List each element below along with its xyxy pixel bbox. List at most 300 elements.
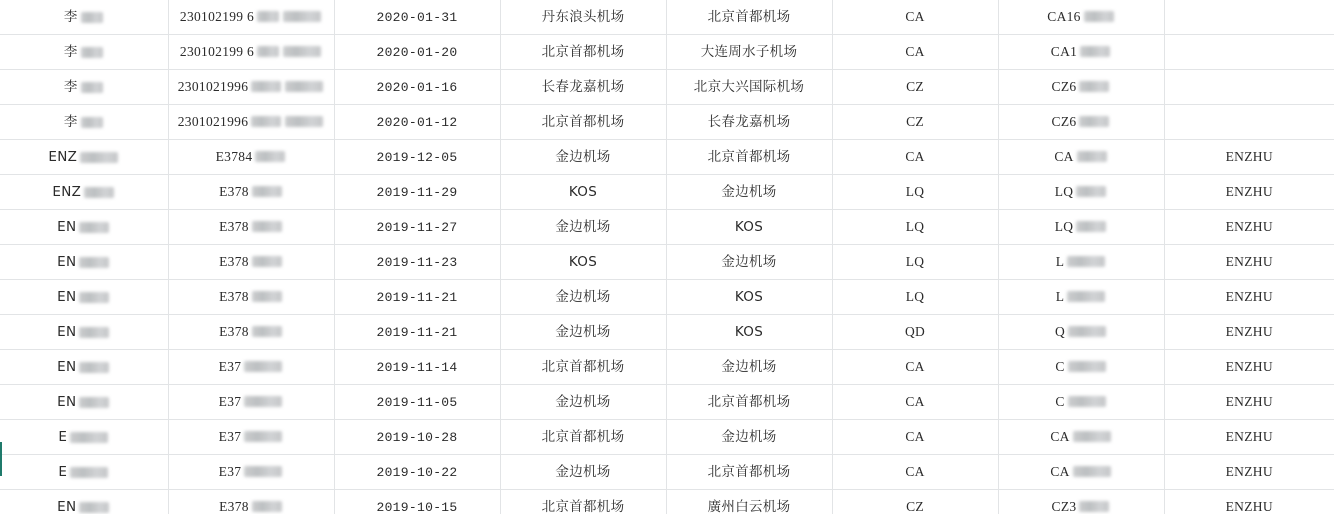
cell-tag — [1164, 385, 1334, 420]
cell-name — [0, 455, 168, 490]
cell-id-inner — [219, 290, 283, 304]
cell-id-inner — [219, 395, 284, 409]
table-row[interactable] — [0, 0, 1334, 35]
table-row[interactable] — [0, 70, 1334, 105]
cell-airline — [832, 315, 998, 350]
redaction-block — [79, 292, 109, 303]
cell-departure — [500, 490, 666, 514]
cell-flight-text: CA16 — [1047, 9, 1081, 24]
table-row[interactable] — [0, 210, 1334, 245]
cell-departure-inner — [542, 46, 625, 60]
redaction-block — [252, 326, 282, 337]
cell-flight — [998, 280, 1164, 315]
cell-id — [168, 70, 334, 105]
cell-date — [334, 245, 500, 280]
table-row[interactable] — [0, 315, 1334, 350]
cell-name-text: ENZ — [48, 149, 78, 165]
cell-name — [0, 315, 168, 350]
cell-departure-text: 金边机场 — [555, 324, 611, 340]
cell-airline-inner — [906, 115, 924, 129]
table-row[interactable] — [0, 350, 1334, 385]
redaction-block — [252, 291, 282, 302]
cell-tag-inner — [1226, 360, 1273, 374]
cell-name — [0, 35, 168, 70]
cell-name-inner — [58, 466, 109, 480]
cell-departure-text: 金边机场 — [555, 149, 611, 165]
cell-name — [0, 385, 168, 420]
cell-arrival-text: KOS — [734, 289, 764, 305]
cell-name-inner — [57, 326, 110, 340]
cell-arrival — [666, 455, 832, 490]
cell-name-inner — [48, 151, 119, 165]
cell-name-text: 李 — [63, 114, 78, 130]
redaction-block — [1068, 326, 1106, 337]
cell-flight-inner — [1052, 80, 1111, 94]
cell-departure — [500, 210, 666, 245]
cell-tag-text: ENZHU — [1225, 184, 1273, 199]
cell-flight — [998, 140, 1164, 175]
cell-date-inner — [376, 256, 457, 269]
cell-id — [168, 105, 334, 140]
cell-id-inner — [219, 325, 283, 339]
table-row[interactable] — [0, 175, 1334, 210]
cell-flight-inner — [1052, 500, 1111, 514]
cell-flight-inner — [1051, 45, 1111, 59]
table-row[interactable] — [0, 455, 1334, 490]
cell-date — [334, 280, 500, 315]
cell-id-text: E378 — [219, 184, 249, 199]
cell-departure — [500, 70, 666, 105]
table-row[interactable] — [0, 385, 1334, 420]
table-row[interactable] — [0, 280, 1334, 315]
cell-tag-inner — [1226, 185, 1273, 199]
cell-id-inner — [180, 10, 322, 24]
redaction-block — [244, 466, 282, 477]
cell-name — [0, 490, 168, 514]
cell-airline-text: LQ — [905, 254, 925, 269]
cell-flight-inner — [1047, 10, 1114, 24]
cell-departure-text: 北京首都机场 — [541, 429, 625, 445]
cell-airline-text: QD — [904, 324, 926, 339]
cell-flight-inner — [1050, 430, 1111, 444]
table-row[interactable] — [0, 105, 1334, 140]
cell-departure-inner — [555, 326, 610, 340]
cell-id-text: E378 — [219, 254, 249, 269]
cell-date-text: 2019-12-05 — [376, 150, 458, 165]
cell-arrival-inner — [735, 291, 763, 305]
cell-date-text: 2020-01-20 — [376, 45, 458, 60]
redaction-block — [1080, 46, 1110, 57]
cell-tag — [1164, 245, 1334, 280]
cell-airline-text: CA — [905, 394, 925, 409]
cell-arrival-inner — [701, 46, 798, 60]
cell-id-inner — [178, 115, 325, 129]
cell-tag-text: ENZHU — [1225, 254, 1273, 269]
cell-arrival-text: 北京首都机场 — [707, 394, 791, 410]
cell-departure-inner — [542, 501, 625, 514]
cell-name-text: EN — [57, 219, 77, 235]
cell-departure-text: 北京首都机场 — [541, 499, 625, 514]
table-row[interactable] — [0, 420, 1334, 455]
cell-flight-text: C — [1055, 394, 1065, 409]
cell-date — [334, 315, 500, 350]
cell-date — [334, 35, 500, 70]
redaction-block — [81, 47, 103, 58]
redaction-block — [70, 432, 108, 443]
redaction-block — [257, 46, 279, 57]
cell-flight — [998, 420, 1164, 455]
cell-date-text: 2019-11-29 — [376, 185, 458, 200]
cell-flight — [998, 210, 1164, 245]
redaction-block — [283, 11, 321, 22]
redaction-block — [81, 117, 103, 128]
cell-arrival-text: 北京大兴国际机场 — [693, 79, 805, 95]
cell-arrival — [666, 350, 832, 385]
cell-departure-text: 金边机场 — [555, 394, 611, 410]
cell-date-inner — [376, 151, 457, 164]
cell-id — [168, 35, 334, 70]
cell-arrival-inner — [708, 466, 791, 480]
table-row[interactable] — [0, 35, 1334, 70]
cell-date-text: 2020-01-16 — [376, 80, 458, 95]
cell-date — [334, 105, 500, 140]
cell-name-inner — [64, 11, 104, 25]
cell-departure-text: KOS — [568, 254, 598, 270]
cell-airline — [832, 245, 998, 280]
cell-name-text: E — [58, 464, 68, 480]
cell-arrival-text: 长春龙嘉机场 — [707, 114, 791, 130]
cell-flight — [998, 245, 1164, 280]
redaction-block — [1067, 291, 1105, 302]
cell-flight — [998, 105, 1164, 140]
cell-departure — [500, 175, 666, 210]
cell-airline-inner — [905, 150, 924, 164]
cell-airline-inner — [905, 430, 924, 444]
cell-departure-inner — [542, 81, 625, 95]
cell-date-inner — [376, 466, 457, 479]
cell-tag-inner — [1226, 395, 1273, 409]
redaction-block — [79, 362, 109, 373]
cell-airline-text: LQ — [905, 219, 925, 234]
cell-flight — [998, 315, 1164, 350]
cell-name-text: ENZ — [52, 184, 82, 200]
cell-arrival-text: 廣州白云机场 — [707, 499, 791, 514]
cell-arrival-inner — [721, 256, 776, 270]
cell-tag-inner — [1226, 500, 1273, 514]
cell-name — [0, 420, 168, 455]
cell-tag-inner — [1226, 325, 1273, 339]
cell-name-text: E — [58, 429, 68, 445]
cell-arrival — [666, 315, 832, 350]
cell-tag — [1164, 70, 1334, 105]
cell-name — [0, 210, 168, 245]
cell-arrival-text: 北京首都机场 — [707, 464, 791, 480]
cell-airline — [832, 490, 998, 514]
cell-date-text: 2019-11-23 — [376, 255, 458, 270]
cell-id-text: 230102199 6 — [179, 9, 255, 24]
cell-name-text: EN — [57, 324, 77, 340]
cell-airline-text: LQ — [905, 289, 925, 304]
cell-date-inner — [376, 116, 457, 129]
cell-airline — [832, 140, 998, 175]
cell-flight-text: CZ6 — [1051, 114, 1077, 129]
cell-airline-text: CA — [905, 44, 925, 59]
cell-id-inner — [178, 80, 325, 94]
redaction-block — [252, 501, 282, 512]
cell-airline-text: LQ — [905, 184, 925, 199]
cell-flight-inner — [1055, 325, 1107, 339]
cell-airline-inner — [905, 325, 925, 339]
redaction-block — [285, 81, 323, 92]
cell-departure — [500, 455, 666, 490]
cell-date-text: 2019-11-05 — [376, 395, 458, 410]
cell-id-inner — [180, 45, 322, 59]
cell-departure — [500, 0, 666, 35]
cell-flight-text: CZ6 — [1051, 79, 1077, 94]
cell-id — [168, 350, 334, 385]
cell-departure-inner — [555, 221, 610, 235]
redaction-block — [257, 11, 279, 22]
cell-date — [334, 210, 500, 245]
redaction-block — [80, 152, 118, 163]
cell-tag-text: ENZHU — [1225, 219, 1273, 234]
cell-id-text: E378 — [219, 289, 249, 304]
cell-id-text: E37 — [218, 394, 242, 409]
redaction-block — [1073, 466, 1111, 477]
cell-arrival — [666, 420, 832, 455]
cell-date-text: 2019-11-14 — [376, 360, 458, 375]
cell-name-inner — [57, 501, 110, 514]
cell-departure — [500, 350, 666, 385]
redaction-block — [79, 502, 109, 513]
cell-departure-inner — [542, 11, 625, 25]
cell-tag — [1164, 140, 1334, 175]
cell-tag-text: ENZHU — [1225, 499, 1273, 514]
cell-id-text: E37 — [218, 359, 242, 374]
cell-arrival-inner — [708, 116, 791, 130]
redaction-block — [1067, 256, 1105, 267]
cell-flight-inner — [1055, 220, 1108, 234]
cell-airline-inner — [905, 45, 924, 59]
cell-airline — [832, 175, 998, 210]
cell-airline-inner — [906, 185, 925, 199]
cell-name-inner — [52, 186, 115, 200]
cell-id-inner — [216, 150, 287, 164]
cell-name-inner — [64, 46, 104, 60]
cell-flight — [998, 385, 1164, 420]
redaction-block — [81, 12, 103, 23]
cell-airline — [832, 455, 998, 490]
cell-date — [334, 385, 500, 420]
cell-date-inner — [376, 221, 457, 234]
cell-id — [168, 315, 334, 350]
cell-departure-text: 北京首都机场 — [541, 114, 625, 130]
redaction-block — [1077, 151, 1107, 162]
cell-flight — [998, 175, 1164, 210]
redaction-block — [1084, 11, 1114, 22]
cell-airline — [832, 0, 998, 35]
cell-flight — [998, 350, 1164, 385]
cell-date — [334, 0, 500, 35]
cell-name-text: EN — [57, 499, 77, 514]
cell-name — [0, 70, 168, 105]
redaction-block — [84, 187, 114, 198]
table-row[interactable] — [0, 245, 1334, 280]
redaction-block — [244, 361, 282, 372]
redaction-block — [1079, 116, 1109, 127]
table-row[interactable] — [0, 140, 1334, 175]
cell-departure-inner — [542, 361, 625, 375]
cell-departure-inner — [542, 116, 625, 130]
cell-date-text: 2019-10-28 — [376, 430, 458, 445]
cell-tag-inner — [1226, 255, 1273, 269]
cell-date — [334, 455, 500, 490]
cell-date — [334, 175, 500, 210]
cell-id — [168, 140, 334, 175]
cell-date-inner — [376, 361, 457, 374]
redaction-block — [255, 151, 285, 162]
cell-tag — [1164, 35, 1334, 70]
cell-departure-text: 金边机场 — [555, 464, 611, 480]
cell-flight-inner — [1055, 185, 1108, 199]
cell-departure-inner — [555, 151, 610, 165]
cell-tag-text: ENZHU — [1225, 324, 1273, 339]
cell-airline — [832, 280, 998, 315]
cell-name-text: EN — [57, 289, 77, 305]
cell-flight-inner — [1055, 360, 1106, 374]
cell-id — [168, 490, 334, 514]
cell-tag — [1164, 210, 1334, 245]
cell-tag-text: ENZHU — [1225, 149, 1273, 164]
cell-tag-inner — [1226, 465, 1273, 479]
cell-arrival-inner — [721, 186, 776, 200]
cell-name-inner — [64, 81, 104, 95]
cell-airline-inner — [906, 80, 924, 94]
cell-id-text: E378 — [219, 324, 249, 339]
cell-airline-inner — [905, 360, 924, 374]
cell-date-text: 2019-10-22 — [376, 465, 458, 480]
cell-date-inner — [376, 186, 457, 199]
cell-arrival-text: 金边机场 — [721, 254, 777, 270]
cell-flight-inner — [1056, 255, 1107, 269]
cell-airline-inner — [905, 395, 924, 409]
redaction-block — [251, 116, 281, 127]
cell-name-text: 李 — [63, 79, 78, 95]
cell-flight-text: Q — [1054, 324, 1066, 339]
cell-airline-inner — [906, 220, 925, 234]
cell-name — [0, 0, 168, 35]
cell-name-text: EN — [57, 254, 77, 270]
cell-arrival-text: 北京首都机场 — [707, 149, 791, 165]
cell-date — [334, 350, 500, 385]
cell-departure-inner — [542, 431, 625, 445]
cell-flight-text: CA — [1050, 429, 1070, 444]
cell-flight — [998, 70, 1164, 105]
cell-flight — [998, 490, 1164, 514]
cell-date — [334, 140, 500, 175]
cell-id — [168, 455, 334, 490]
cell-airline — [832, 420, 998, 455]
cell-arrival-inner — [735, 326, 763, 340]
cell-arrival-text: 金边机场 — [721, 184, 777, 200]
redaction-block — [283, 46, 321, 57]
cell-name — [0, 175, 168, 210]
cell-airline — [832, 105, 998, 140]
cell-departure — [500, 385, 666, 420]
cell-name — [0, 350, 168, 385]
cell-date-inner — [376, 396, 457, 409]
cell-tag-inner — [1226, 430, 1273, 444]
redaction-block — [81, 82, 103, 93]
cell-date-text: 2020-01-31 — [376, 10, 458, 25]
redaction-block — [1076, 186, 1106, 197]
cell-tag — [1164, 0, 1334, 35]
cell-flight-text: L — [1055, 254, 1065, 269]
cell-arrival — [666, 245, 832, 280]
cell-flight — [998, 35, 1164, 70]
redaction-block — [1079, 81, 1109, 92]
cell-date — [334, 420, 500, 455]
cell-name-text: 李 — [63, 44, 78, 60]
cell-arrival-inner — [735, 221, 763, 235]
cell-arrival-text: KOS — [734, 219, 764, 235]
cell-tag-inner — [1226, 220, 1273, 234]
cell-id-inner — [219, 255, 283, 269]
cell-tag — [1164, 455, 1334, 490]
cell-name — [0, 245, 168, 280]
cell-arrival — [666, 280, 832, 315]
cell-departure — [500, 315, 666, 350]
table-row[interactable] — [0, 490, 1334, 514]
cell-arrival — [666, 140, 832, 175]
cell-id-inner — [219, 500, 283, 514]
cell-departure-inner — [555, 291, 610, 305]
cell-airline-text: CZ — [906, 114, 924, 129]
cell-airline-text: CA — [905, 464, 925, 479]
cell-name-inner — [57, 291, 110, 305]
redaction-block — [79, 327, 109, 338]
redaction-block — [79, 222, 109, 233]
cell-date — [334, 70, 500, 105]
cell-id — [168, 210, 334, 245]
cell-arrival-inner — [708, 11, 791, 25]
cell-date — [334, 490, 500, 514]
cell-departure — [500, 280, 666, 315]
cell-id-inner — [219, 220, 283, 234]
cell-airline-inner — [905, 10, 924, 24]
cell-arrival-text: 金边机场 — [721, 429, 777, 445]
redaction-block — [1073, 431, 1111, 442]
redaction-block — [1068, 396, 1106, 407]
cell-name — [0, 280, 168, 315]
cell-date-text: 2020-01-12 — [376, 115, 458, 130]
cell-arrival — [666, 35, 832, 70]
cell-id — [168, 280, 334, 315]
cell-id-text: 2301021996 — [177, 79, 249, 94]
cell-airline — [832, 210, 998, 245]
cell-tag — [1164, 490, 1334, 514]
cell-flight-inner — [1056, 290, 1107, 304]
cell-flight-text: LQ — [1054, 219, 1074, 234]
cell-tag-text: ENZHU — [1225, 289, 1273, 304]
cell-arrival-inner — [708, 151, 791, 165]
cell-arrival-inner — [694, 81, 804, 95]
redaction-block — [252, 256, 282, 267]
redaction-block — [79, 257, 109, 268]
cell-tag — [1164, 315, 1334, 350]
cell-airline-text: CA — [905, 9, 925, 24]
cell-date-inner — [376, 11, 457, 24]
